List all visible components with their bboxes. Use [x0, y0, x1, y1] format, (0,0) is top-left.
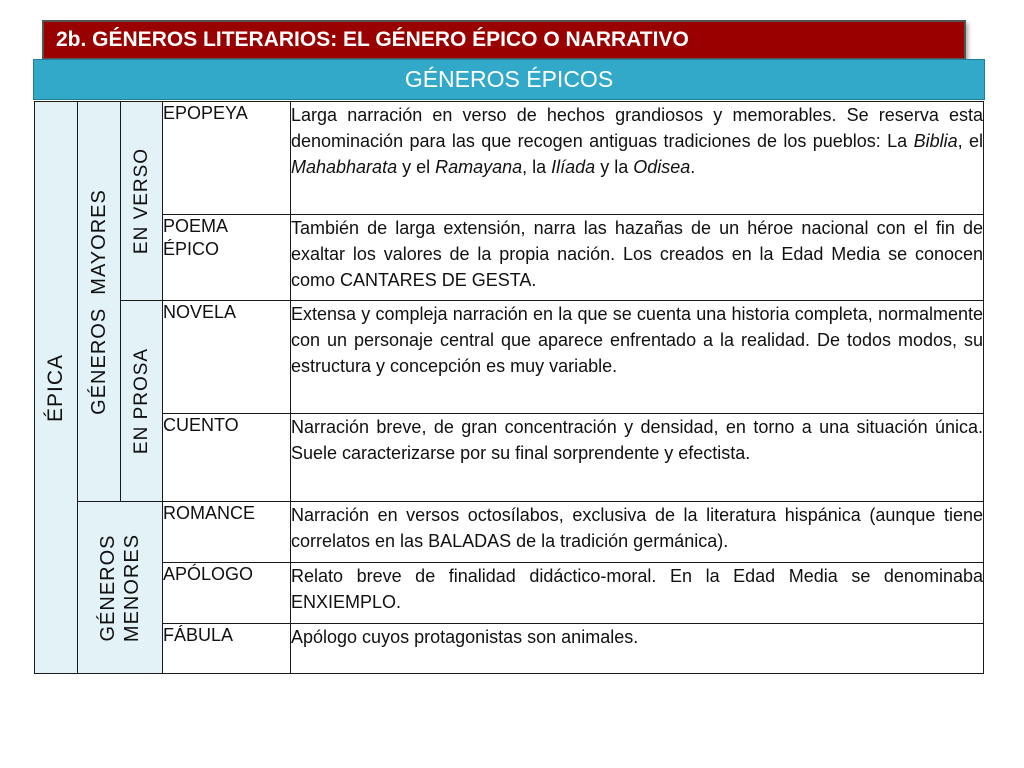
- generos-menores-line: GÉNEROS: [97, 533, 119, 642]
- work-title: Mahabharata: [291, 157, 398, 177]
- table-row: [35, 624, 984, 674]
- desc-text: Extensa y compleja narración en la que se cuenta una historia completa, normalmente con un personaje central que aparece enfrentado a la realidad. De todos modos, su estructura y concepción es muy variable.: [291, 304, 983, 376]
- work-title: Ilíada: [551, 157, 596, 177]
- desc-text: .: [690, 157, 696, 177]
- epica-label: ÉPICA: [44, 353, 67, 422]
- generos-mayores-column: [78, 102, 121, 502]
- desc-text: Narración breve, de gran concentración y densidad, en torno a una situación única. Suele caracterizarse por su final sorprendente y efectista.: [291, 417, 983, 463]
- genre-desc-epopeya: [291, 102, 984, 215]
- desc-text: Narración en versos octosílabos, exclusiva de la literatura hispánica (aunque tiene correlatos en las BALADAS de la tradición germánica).: [291, 505, 983, 551]
- desc-text: , el: [957, 131, 983, 151]
- table-row: [35, 563, 984, 624]
- table-heading: GÉNEROS ÉPICOS: [33, 59, 985, 100]
- desc-text: Larga narración en verso de hechos grandiosos y memorables. Se reserva esta denominación para las que recogen antiguas tradiciones de los pueblos: La: [291, 105, 983, 151]
- desc-text: Relato breve de finalidad didáctico-moral. En la Edad Media se denominaba ENXIEMPLO.: [291, 566, 983, 612]
- genre-name-poema-epico: [163, 215, 291, 301]
- en-prosa-label: EN PROSA: [130, 347, 152, 455]
- genre-name-epopeya: EPOPEYA: [163, 102, 291, 215]
- table-row: [35, 502, 984, 563]
- desc-text: y el: [397, 157, 436, 177]
- work-title: Ramayana: [435, 157, 523, 177]
- genre-name-line: ÉPICO: [163, 239, 220, 259]
- table-row: [35, 215, 984, 301]
- table-row: [35, 301, 984, 414]
- desc-text: También de larga extensión, narra las hazañas de un héroe nacional con el fin de exaltar los valores de la propia nación. Los creados en la Edad Media se conocen como CANTARES DE GESTA.: [291, 218, 983, 290]
- table-row: [35, 102, 984, 215]
- genre-desc-romance: [291, 502, 984, 563]
- en-verso-label: EN VERSO: [130, 147, 152, 255]
- desc-text: Apólogo cuyos protagonistas son animales.: [291, 627, 639, 647]
- genre-desc-cuento: [291, 414, 984, 502]
- table-row: [35, 414, 984, 502]
- work-title: Odisea: [633, 157, 691, 177]
- genre-desc-poema-epico: [291, 215, 984, 301]
- genre-desc-novela: [291, 301, 984, 414]
- work-title: Biblia: [913, 131, 958, 151]
- genre-name-novela: NOVELA: [163, 301, 291, 414]
- genre-name-line: POEMA: [163, 216, 229, 236]
- slide-title: 2b. GÉNEROS LITERARIOS: EL GÉNERO ÉPICO O NARRATIVO: [42, 20, 966, 60]
- desc-text: y la: [595, 157, 634, 177]
- genre-name-fabula: FÁBULA: [163, 624, 291, 674]
- en-prosa-column: [121, 301, 163, 502]
- generos-menores-line: MENORES: [121, 533, 143, 642]
- epic-genres-table: [34, 101, 984, 674]
- genre-desc-fabula: [291, 624, 984, 674]
- genre-name-apologo: APÓLOGO: [163, 563, 291, 624]
- genre-desc-apologo: [291, 563, 984, 624]
- generos-menores-column: [78, 502, 163, 674]
- generos-mayores-label: GÉNEROS MAYORES: [88, 188, 110, 415]
- generos-menores-label: [96, 533, 144, 641]
- genre-name-cuento: CUENTO: [163, 414, 291, 502]
- epica-column: [35, 102, 78, 674]
- genre-name-romance: ROMANCE: [163, 502, 291, 563]
- en-verso-column: [121, 102, 163, 301]
- desc-text: , la: [522, 157, 552, 177]
